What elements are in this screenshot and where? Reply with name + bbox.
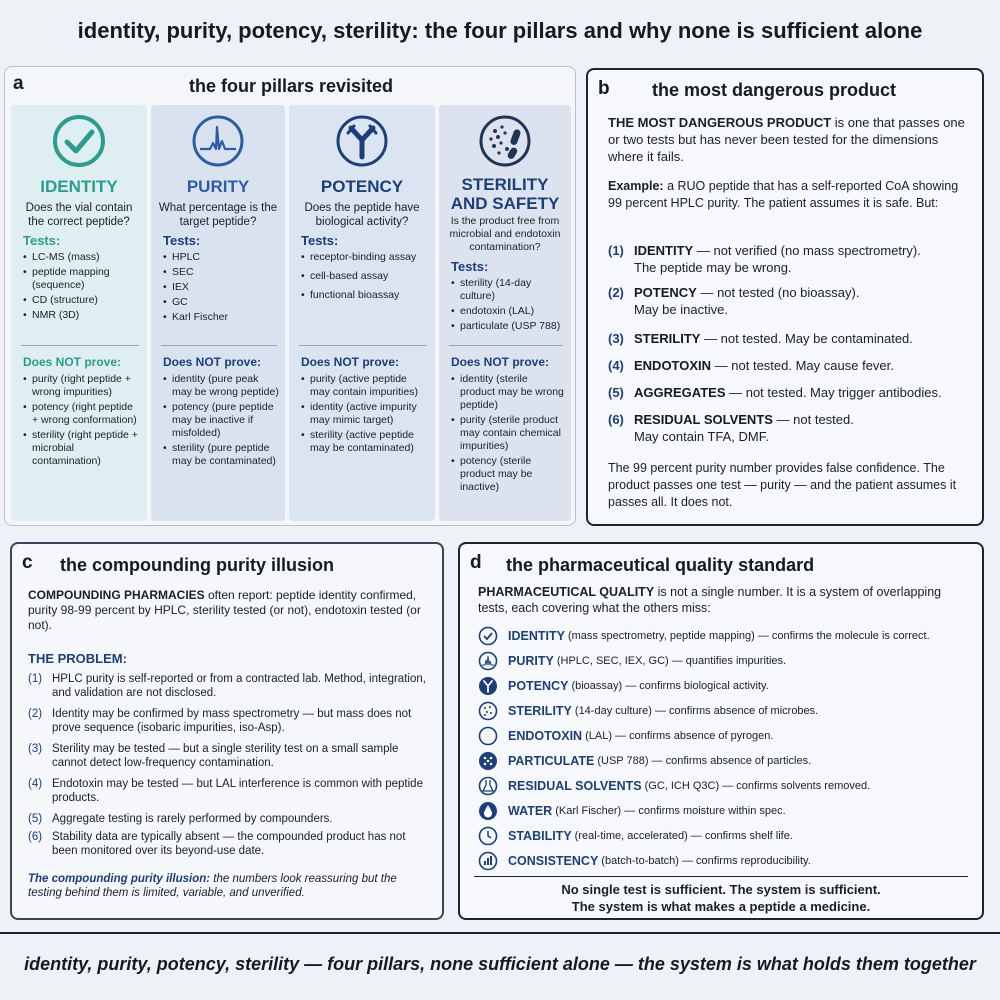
quality-item-residual-solvents — [478, 774, 972, 798]
antibody-icon — [478, 676, 498, 696]
item-text: Identity may be confirmed by mass spectrometry — but mass does not prove sequence (isobaric impurities, iso-Asp). — [52, 708, 412, 734]
dots-circle-icon — [478, 701, 498, 721]
list-item: • identity (sterile product may be wrong peptide) — [451, 373, 565, 412]
quality-item-endotoxin — [478, 724, 972, 748]
list-item: • GC — [163, 296, 279, 309]
panel-d-quality-standard — [458, 542, 984, 920]
not-prove-list — [163, 373, 279, 470]
item-number: (6) — [28, 831, 43, 843]
list-item: • endotoxin (LAL) — [451, 305, 565, 318]
item-key: STABILITY — [508, 829, 572, 843]
panel-b-conclusion: The 99 percent purity number provides false confidence. The product passes one test — purity — and the patient assumes it passes all. It does not. — [608, 461, 957, 509]
list-item: • potency (pure peptide may be inactive if misfolded) — [163, 401, 279, 440]
list-item: • peptide mapping (sequence) — [23, 266, 141, 292]
tests-list — [23, 251, 141, 324]
item-text: — not tested. May trigger antibodies. — [725, 385, 942, 400]
divider — [299, 345, 427, 346]
chromatogram-icon — [478, 651, 498, 671]
list-item: • SEC — [163, 266, 279, 279]
danger-item-4 — [608, 357, 894, 374]
item-key: RESIDUAL SOLVENTS — [634, 412, 773, 427]
item-text: (Karl Fischer) — confirms moisture within spec. — [555, 805, 786, 817]
item-key: ENDOTOXIN — [634, 358, 712, 373]
panel-d-intro — [478, 584, 968, 616]
pillar-identity — [11, 105, 147, 521]
flask-icon — [478, 776, 498, 796]
pillar-question: What percentage is the target peptide? — [158, 202, 278, 228]
item-key: IDENTITY — [508, 629, 565, 643]
bar-chart-icon — [478, 851, 498, 871]
quality-item-particulate — [478, 749, 972, 773]
footer-banner — [0, 932, 1000, 1000]
intro-rest: is not a single number. It is a system of overlapping tests, each covering what the others miss: — [478, 585, 942, 615]
panel-b-example — [608, 178, 968, 212]
divider — [449, 345, 563, 346]
pillar-name — [439, 175, 571, 213]
panel-label-b: b — [598, 78, 610, 99]
tests-list — [301, 251, 429, 304]
list-item: • potency (sterile product may be inactive) — [451, 455, 565, 494]
pillar-name: IDENTITY — [40, 177, 118, 196]
item-key: STERILITY — [508, 704, 572, 718]
problem-item-3 — [28, 742, 430, 770]
pillar-name-line2: AND SAFETY — [450, 194, 560, 213]
item-key: STERILITY — [634, 331, 701, 346]
panel-b-title: the most dangerous product — [652, 80, 897, 100]
panel-c-intro — [28, 588, 430, 633]
item-text-2: The peptide may be wrong. — [634, 260, 792, 275]
item-key: RESIDUAL SOLVENTS — [508, 779, 642, 793]
outline-circle-icon — [478, 726, 498, 746]
panel-label-c: c — [22, 552, 33, 573]
tests-list — [451, 277, 565, 335]
item-text: — not verified (no mass spectrometry). — [693, 243, 921, 258]
pillar-name: POTENCY — [320, 177, 404, 196]
list-item: • receptor-binding assay — [301, 251, 429, 264]
item-text: (real-time, accelerated) — confirms shelf life. — [574, 830, 793, 842]
pillar-purity — [151, 105, 285, 521]
item-number: (5) — [608, 385, 624, 400]
item-text: — not tested. — [772, 412, 854, 427]
danger-item-1 — [608, 242, 921, 276]
footer-text: identity, purity, potency, sterility — four pillars, none sufficient alone — the system is what holds them together — [24, 954, 976, 974]
pillar-potency — [289, 105, 435, 521]
list-item: • LC-MS (mass) — [23, 251, 141, 264]
list-item: • IEX — [163, 281, 279, 294]
danger-item-2 — [608, 284, 859, 318]
quality-item-purity — [478, 649, 972, 673]
item-number: (2) — [28, 708, 43, 720]
item-number: (4) — [28, 778, 43, 790]
item-key: POTENCY — [634, 285, 697, 300]
danger-item-6 — [608, 411, 854, 445]
quality-item-sterility — [478, 699, 972, 723]
item-text: — not tested. May cause fever. — [711, 358, 894, 373]
item-key: PARTICULATE — [508, 754, 595, 768]
quality-item-water — [478, 799, 972, 823]
list-item: • sterility (right peptide + microbial contamination) — [23, 429, 141, 468]
example-bold: Example: — [608, 179, 664, 193]
list-item: • CD (structure) — [23, 294, 141, 307]
list-item: • potency (right peptide + wrong conformation) — [23, 401, 141, 427]
problem-item-5 — [28, 812, 430, 826]
divider — [474, 876, 968, 877]
item-number: (6) — [608, 412, 624, 427]
pillar-sterility — [439, 105, 571, 521]
item-text-2: May be inactive. — [634, 302, 728, 317]
item-key: AGGREGATES — [634, 385, 726, 400]
pillar-name-line1: STERILITY — [461, 175, 549, 194]
quality-item-stability — [478, 824, 972, 848]
tests-heading: Tests: — [23, 233, 61, 248]
panel-a-four-pillars — [4, 66, 576, 526]
list-item: • purity (active peptide may contain impurities) — [301, 373, 429, 399]
panel-label-d: d — [470, 552, 482, 573]
divider — [161, 345, 277, 346]
not-prove-heading: Does NOT prove: — [163, 355, 262, 369]
water-drop-icon — [478, 801, 498, 821]
example-rest: a RUO peptide that has a self-reported CoA showing 99 percent HPLC purity. The patient assumes it is safe. But: — [608, 179, 959, 210]
list-item: • functional bioassay — [301, 289, 429, 302]
list-item: • particulate (USP 788) — [451, 320, 565, 333]
conclusion-line-2: The system is what makes a peptide a medicine. — [571, 899, 871, 914]
intro-bold: COMPOUNDING PHARMACIES — [28, 588, 205, 602]
item-text: (bioassay) — confirms biological activity. — [571, 680, 769, 692]
item-text: (mass spectrometry, peptide mapping) — confirms the molecule is correct. — [567, 630, 930, 642]
illusion-bold: The compounding purity illusion: — [28, 873, 211, 885]
not-prove-heading: Does NOT prove: — [23, 355, 122, 369]
clock-icon — [478, 826, 498, 846]
item-number: (5) — [28, 813, 43, 825]
pillar-question: Does the vial contain the correct peptide? — [25, 202, 133, 228]
item-number: (2) — [608, 285, 624, 300]
particle-icon — [478, 751, 498, 771]
quality-item-potency — [478, 674, 972, 698]
tests-heading: Tests: — [451, 259, 489, 274]
problem-item-6 — [28, 830, 430, 858]
item-text: (14-day culture) — confirms absence of microbes. — [574, 705, 819, 717]
quality-item-identity — [478, 624, 972, 648]
pillar-question: Is the product free from microbial and endotoxin contamination? — [449, 215, 561, 253]
list-item: • identity (pure peak may be wrong peptide) — [163, 373, 279, 399]
list-item: • purity (sterile product may contain chemical impurities) — [451, 414, 565, 453]
antibody-icon — [334, 113, 390, 169]
tests-heading: Tests: — [301, 233, 339, 248]
danger-item-3 — [608, 330, 913, 347]
panel-d-conclusion — [460, 881, 982, 915]
list-item: • identity (active impurity may mimic target) — [301, 401, 429, 427]
problem-heading: THE PROBLEM: — [28, 651, 127, 666]
problem-item-2 — [28, 707, 430, 735]
list-item: • NMR (3D) — [23, 309, 141, 322]
item-key: PURITY — [508, 654, 554, 668]
illusion-summary — [28, 872, 430, 900]
quality-item-consistency — [478, 849, 972, 873]
panel-c-compounding-illusion — [10, 542, 444, 920]
divider — [21, 345, 139, 346]
item-text: Aggregate testing is rarely performed by compounders. — [52, 813, 333, 825]
item-key: CONSISTENCY — [508, 854, 599, 868]
tests-heading: Tests: — [163, 233, 201, 248]
item-text: Sterility may be tested — but a single sterility test on a small sample cannot detect low-frequency contamination. — [52, 743, 399, 769]
not-prove-list — [23, 373, 141, 470]
item-text: — not tested. May be contaminated. — [700, 331, 913, 346]
illusion-rest: the numbers look reassuring but the testing behind them is limited, variable, and unverified. — [28, 873, 397, 899]
microbes-icon — [477, 113, 533, 169]
intro-bold: THE MOST DANGEROUS PRODUCT — [608, 115, 832, 130]
panel-d-title: the pharmaceutical quality standard — [506, 555, 815, 575]
item-number: (1) — [608, 243, 624, 258]
chromatogram-peak-icon — [190, 113, 246, 169]
item-text: (LAL) — confirms absence of pyrogen. — [585, 730, 774, 742]
item-text: — not tested (no bioassay). — [696, 285, 860, 300]
intro-rest: often report: peptide identity confirmed, purity 98-99 percent by HPLC, sterility tested (or not), endotoxin tested (or not). — [28, 588, 421, 632]
problem-item-4 — [28, 777, 430, 805]
item-number: (3) — [608, 331, 624, 346]
conclusion-line-1: No single test is sufficient. The system is sufficient. — [561, 882, 881, 897]
list-item: • sterility (pure peptide may be contaminated) — [163, 442, 279, 468]
intro-rest: is one that passes one or two tests but has never been tested for the dimensions where it fails. — [608, 115, 965, 164]
list-item: • cell-based assay — [301, 270, 429, 283]
panel-a-title: the four pillars revisited — [188, 76, 394, 96]
item-key: ENDOTOXIN — [508, 729, 583, 743]
panel-c-title: the compounding purity illusion — [60, 555, 334, 575]
item-number: (4) — [608, 358, 624, 373]
item-text: (batch-to-batch) — confirms reproducibility. — [601, 855, 811, 867]
item-key: POTENCY — [508, 679, 569, 693]
not-prove-list — [451, 373, 565, 496]
not-prove-heading: Does NOT prove: — [301, 355, 400, 369]
item-text: (USP 788) — confirms absence of particles. — [597, 755, 812, 767]
panel-label-a: a — [13, 73, 24, 94]
item-key: IDENTITY — [634, 243, 694, 258]
item-text: Stability data are typically absent — the compounded product has not been monitored over its beyond-use date. — [52, 831, 406, 857]
panel-b-intro — [608, 114, 968, 165]
not-prove-list — [301, 373, 429, 457]
intro-bold: PHARMACEUTICAL QUALITY — [478, 585, 655, 599]
page-title: identity, purity, potency, sterility: the four pillars and why none is sufficient alone — [77, 18, 923, 43]
panel-b-most-dangerous-product — [586, 68, 984, 526]
list-item: • Karl Fischer — [163, 311, 279, 324]
item-number: (1) — [28, 673, 43, 685]
item-text-2: May contain TFA, DMF. — [634, 429, 769, 444]
checkmark-circle-icon — [51, 113, 107, 169]
list-item: • sterility (14-day culture) — [451, 277, 565, 303]
item-text: HPLC purity is self-reported or from a contracted lab. Method, integration, and validation are not disclosed. — [52, 673, 426, 699]
tests-list — [163, 251, 279, 326]
checkmark-circle-icon — [478, 626, 498, 646]
item-number: (3) — [28, 743, 43, 755]
pillar-name: PURITY — [186, 177, 250, 196]
item-key: WATER — [508, 804, 553, 818]
list-item: • purity (right peptide + wrong impurities) — [23, 373, 141, 399]
item-text: (GC, ICH Q3C) — confirms solvents removed. — [644, 780, 871, 792]
item-text: (HPLC, SEC, IEX, GC) — quantifies impurities. — [556, 655, 787, 667]
list-item: • sterility (active peptide may be contaminated) — [301, 429, 429, 455]
list-item: • HPLC — [163, 251, 279, 264]
problem-item-1 — [28, 672, 430, 700]
danger-item-5 — [608, 384, 942, 401]
pillar-question: Does the peptide have biological activity? — [304, 202, 420, 228]
item-text: Endotoxin may be tested — but LAL interference is common with peptide products. — [52, 778, 423, 804]
not-prove-heading: Does NOT prove: — [451, 355, 550, 369]
